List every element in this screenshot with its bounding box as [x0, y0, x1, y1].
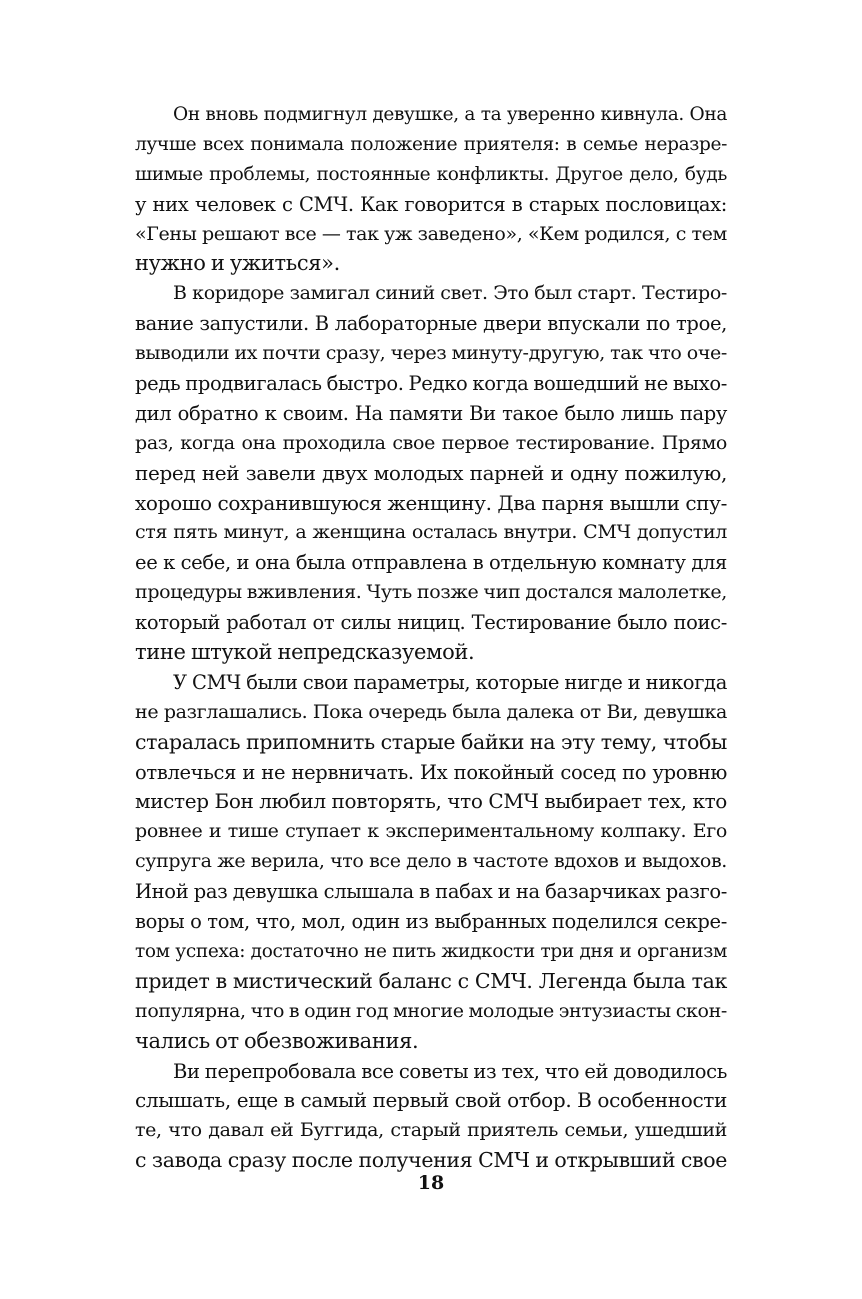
text-line: слышать, еще в самый первый свой отбор. В особенности [135, 1088, 727, 1113]
text-line: выводили их почти сразу, через минуту-другую, так что оче- [135, 342, 727, 365]
text-line: перед ней завели двух молодых парней и одну пожилую, [135, 460, 727, 485]
text-line: ее к себе, и она была отправлена в отдельную комнату для [135, 551, 727, 575]
text-line: дил обратно к своим. На памяти Ви такое было лишь пару [135, 401, 727, 425]
text-line: чались от обезвоживания. [135, 1028, 419, 1053]
text-line: хорошо сохранившуюся женщину. Два парня вышли спу- [135, 490, 727, 515]
text-line: У СМЧ были свои параметры, которые нигде и никогда [173, 670, 727, 694]
text-line: редь продвигалась быстро. Редко когда вошедший не выхо- [135, 372, 727, 396]
text-line: вание запустили. В лабораторные двери впускали по трое, [135, 312, 727, 336]
text-line: Ви перепробовала все советы из тех, что ей доводилось [173, 1059, 727, 1083]
text-line: старалась припомнить старые байки на эту тему, чтобы [135, 729, 727, 754]
paragraph-1 [135, 100, 727, 279]
text-line: супруга же верила, что все дело в частоте вдохов и выдохов. [135, 850, 727, 873]
paragraph-2 [135, 279, 727, 668]
text-line: раз, когда она проходила свое первое тестирование. Прямо [135, 431, 727, 454]
text-line: с завода сразу после получения СМЧ и открывший свое [135, 1148, 727, 1173]
text-line: Иной раз девушка слышала в пабах и на базарчиках разго- [135, 880, 727, 904]
text-line: В коридоре замигал синий свет. Это был старт. Тестиро- [173, 282, 727, 305]
text-line: лучше всех понимала положение приятеля: в семье неразре- [135, 133, 727, 155]
page-text [135, 100, 727, 1176]
text-line: популярна, что в один год многие молодые энтузиасты скон- [135, 999, 727, 1022]
text-line: шимые проблемы, постоянные конфликты. Другое дело, будь [135, 163, 727, 185]
text-line: процедуры вживления. Чуть позже чип достался малолетке, [135, 581, 727, 604]
text-line: придет в мистический баланс с СМЧ. Легенда была так [135, 968, 727, 993]
text-line: стя пять минут, а женщина осталась внутри. СМЧ допустил [135, 521, 727, 544]
text-line: нужно и ужиться». [135, 251, 340, 276]
text-line: ровнее и тише ступает к экспериментальному колпаку. Его [135, 820, 727, 843]
text-line: Он вновь подмигнул девушке, а та уверенно кивнула. Она [173, 104, 727, 125]
text-line: отвлечься и не нервничать. Их покойный сосед по уровню [135, 760, 727, 784]
text-line: который работал от силы нициц. Тестирование было поис- [135, 611, 727, 635]
text-line: тине штукой непредсказуемой. [135, 640, 475, 665]
text-line: не разглашались. Пока очередь была далека от Ви, девушка [135, 700, 727, 723]
paragraph-4 [135, 1057, 727, 1177]
text-line: том успеха: достаточно не пить жидкости три дня и организм [135, 940, 727, 962]
page-number: 18 [417, 1172, 445, 1194]
text-line: «Гены решают все — так уж заведено», «Кем родился, с тем [135, 222, 727, 245]
text-line: мистер Бон любил повторять, что СМЧ выбирает тех, кто [135, 789, 727, 814]
paragraph-3 [135, 668, 727, 1057]
text-line: у них человек с СМЧ. Как говорится в старых пословицах: [135, 192, 727, 216]
text-line: воры о том, что, мол, один из выбранных поделился секре- [135, 910, 727, 934]
text-line: те, что давал ей Буггида, старый приятель семьи, ушедший [135, 1119, 727, 1142]
